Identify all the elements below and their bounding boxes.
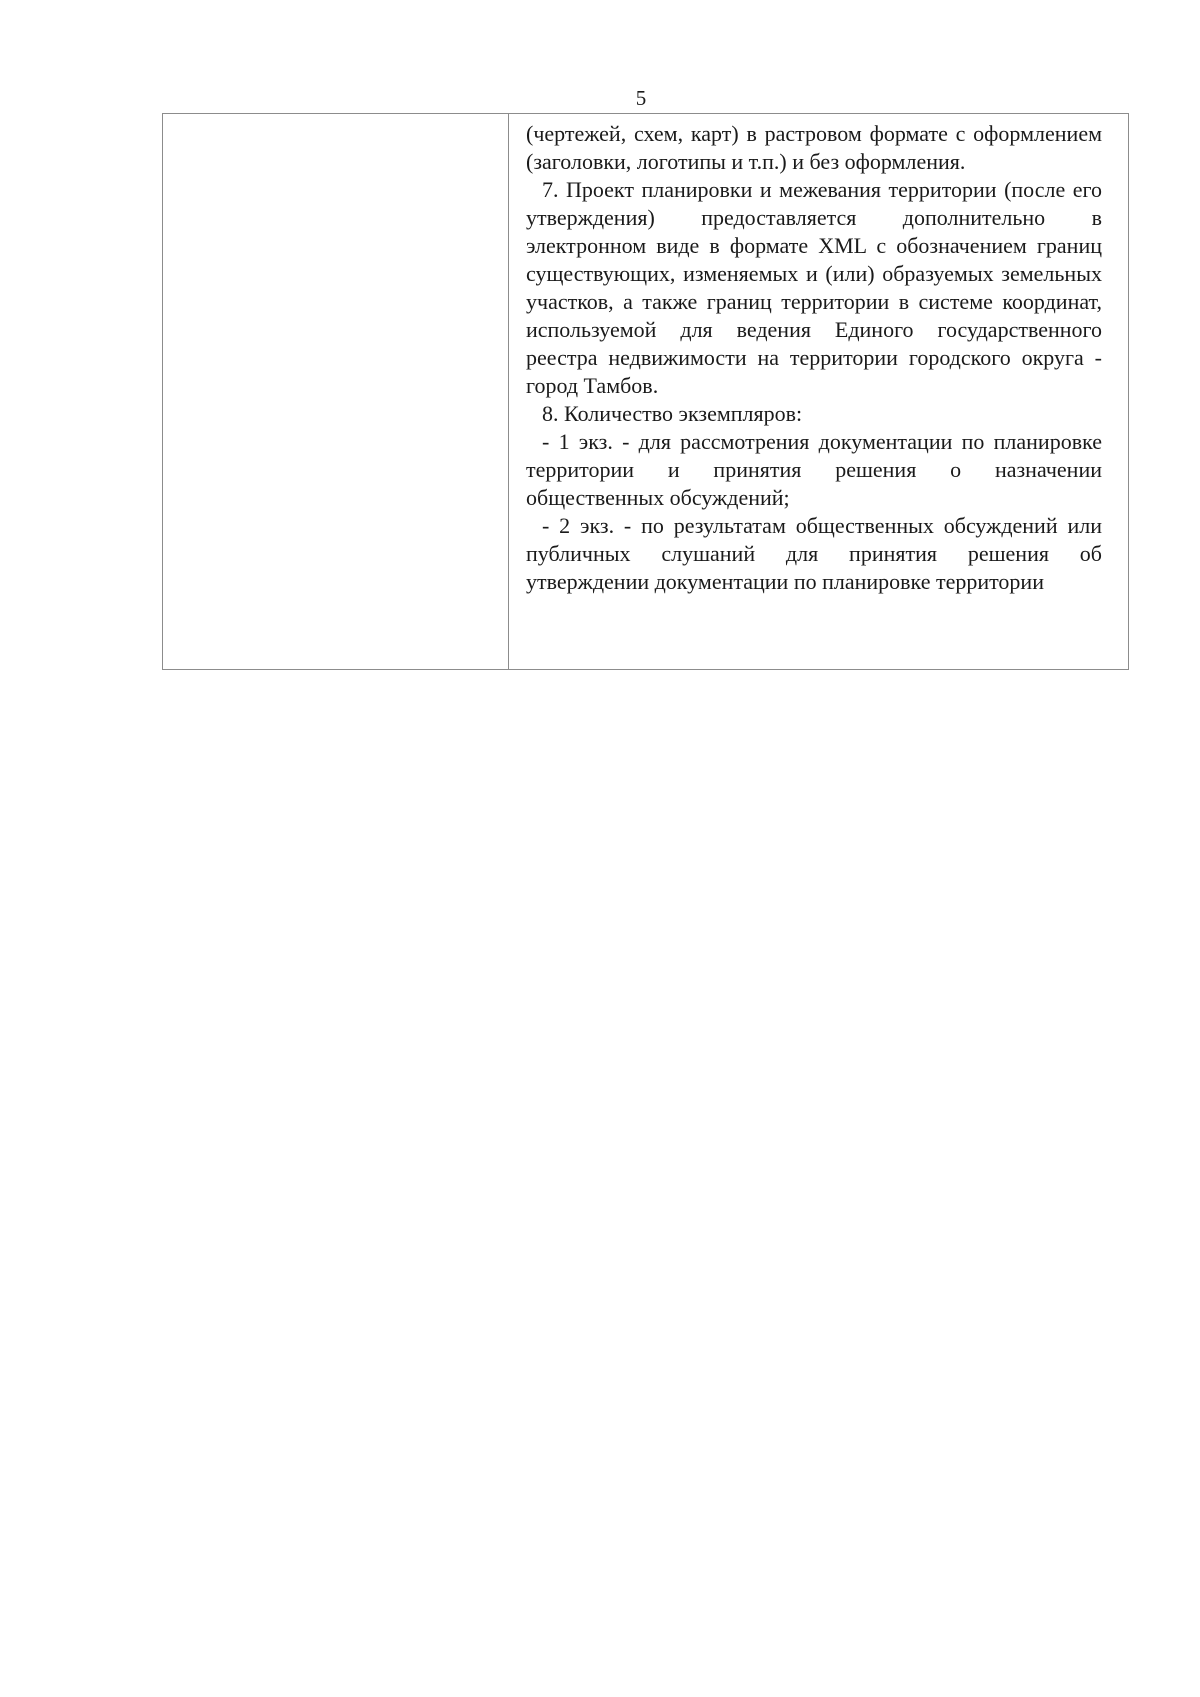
table-cell-right bbox=[509, 114, 1128, 669]
paragraph-item-7: 7. Проект планировки и межевания территории (после его утверждения) предоставляется дополнительно в электронном виде в формате XML с обозначением границ существующих, изменяемых и (или) образуемых земельных участков, а также границ территории в системе координат, используемой для ведения Единого государственного реестра недвижимости на территории городского округа - город Тамбов. bbox=[526, 177, 1102, 398]
document-table bbox=[162, 113, 1129, 670]
paragraph-drawing-formats: (чертежей, схем, карт) в растровом формате с оформлением (заголовки, логотипы и т.п.) и без оформления. bbox=[526, 121, 1102, 174]
page-number: 5 bbox=[635, 86, 647, 110]
paragraph-copies-2: - 2 экз. - по результатам общественных обсуждений или публичных слушаний для принятия решения об утверждении документации по планировке территории bbox=[526, 513, 1102, 594]
table-cell-left bbox=[163, 114, 509, 669]
paragraph-item-8: 8. Количество экземпляров: bbox=[542, 401, 803, 426]
paragraph-copies-1: - 1 экз. - для рассмотрения документации по планировке территории и принятия решения о назначении общественных обсуждений; bbox=[526, 429, 1102, 510]
